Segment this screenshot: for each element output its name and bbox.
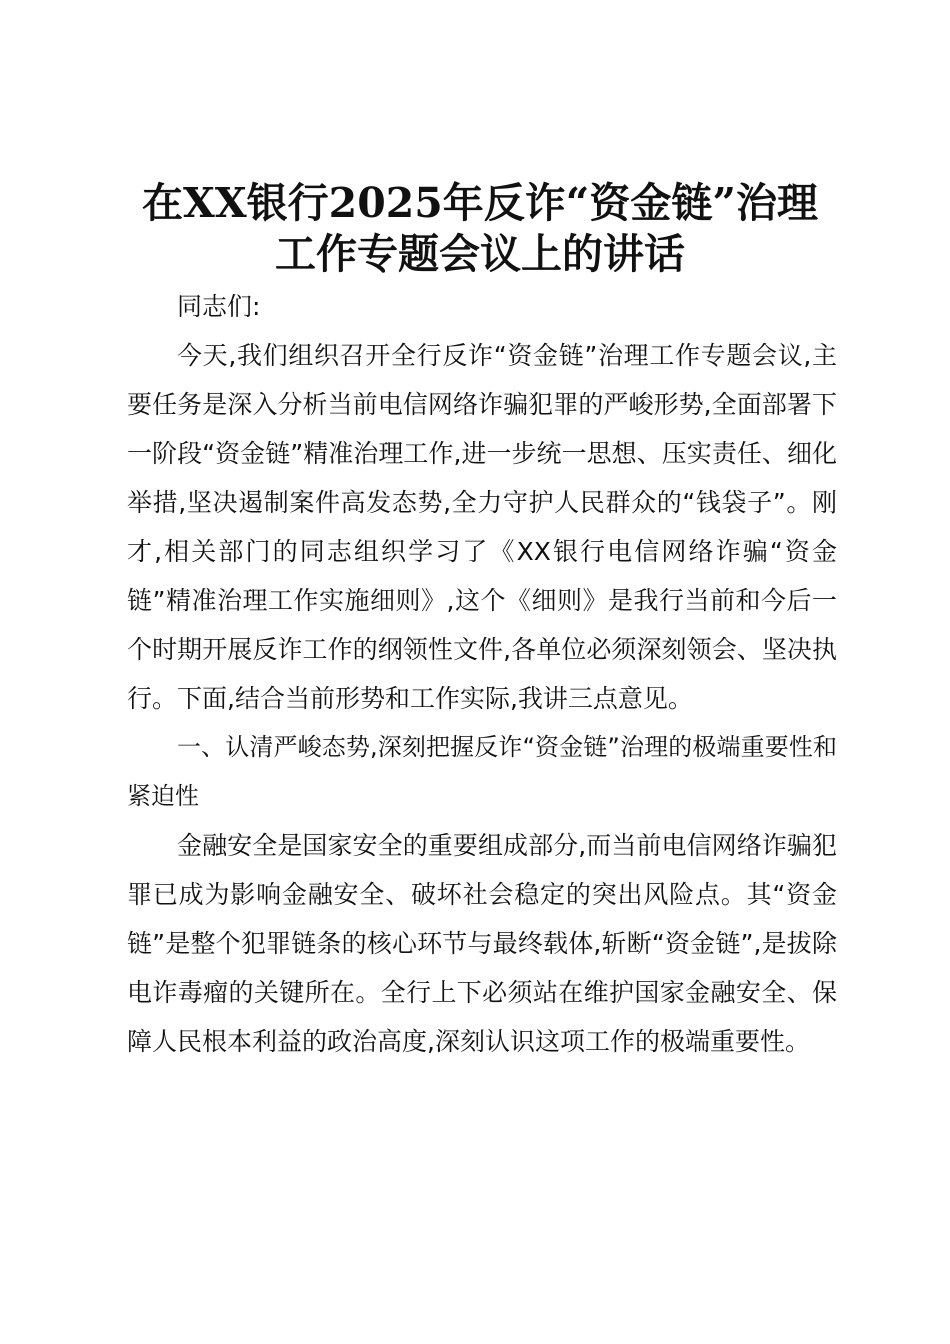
opening-paragraph: 今天,我们组织召开全行反诈“资金链”治理工作专题会议,主要任务是深入分析当前电信网络诈骗犯罪的严峻形势,全面部署下一阶段“资金链”精准治理工作,进一步统一思想、压实责任、细化举措,坚决遏制案件高发态势,全力守护人民群众的“钱袋子”。刚才,相关部门的同志组织学习了《XX银行电信网络诈骗“资金链”精准治理工作实施细则》,这个《细则》是我行当前和今后一个时期开展反诈工作的纲领性文件,各单位必须深刻领会、坚决执行。下面,结合当前形势和工作实际,我讲三点意见。: [127, 341, 837, 713]
title-line-1: 在XX银行2025年反诈“资金链”治理: [142, 179, 818, 227]
section-heading-1: 一、认清严峻态势,深刻把握反诈“资金链”治理的极端重要性和紧迫性: [127, 733, 837, 810]
section-1-paragraph: 金融安全是国家安全的重要组成部分,而当前电信网络诈骗犯罪已成为影响金融安全、破坏社会稳定的突出风险点。其“资金链”是整个犯罪链条的核心环节与最终载体,斩断“资金链”,是拔除电诈毒瘤的关键所在。全行上下必须站在维护国家金融安全、保障人民根本利益的政治高度,深刻认识这项工作的极端重要性。: [127, 831, 837, 1056]
document-title: [120, 178, 840, 280]
salutation: 同志们:: [177, 292, 261, 321]
document-body: [127, 282, 837, 1066]
title-line-2: 工作专题会议上的讲话: [275, 230, 685, 278]
